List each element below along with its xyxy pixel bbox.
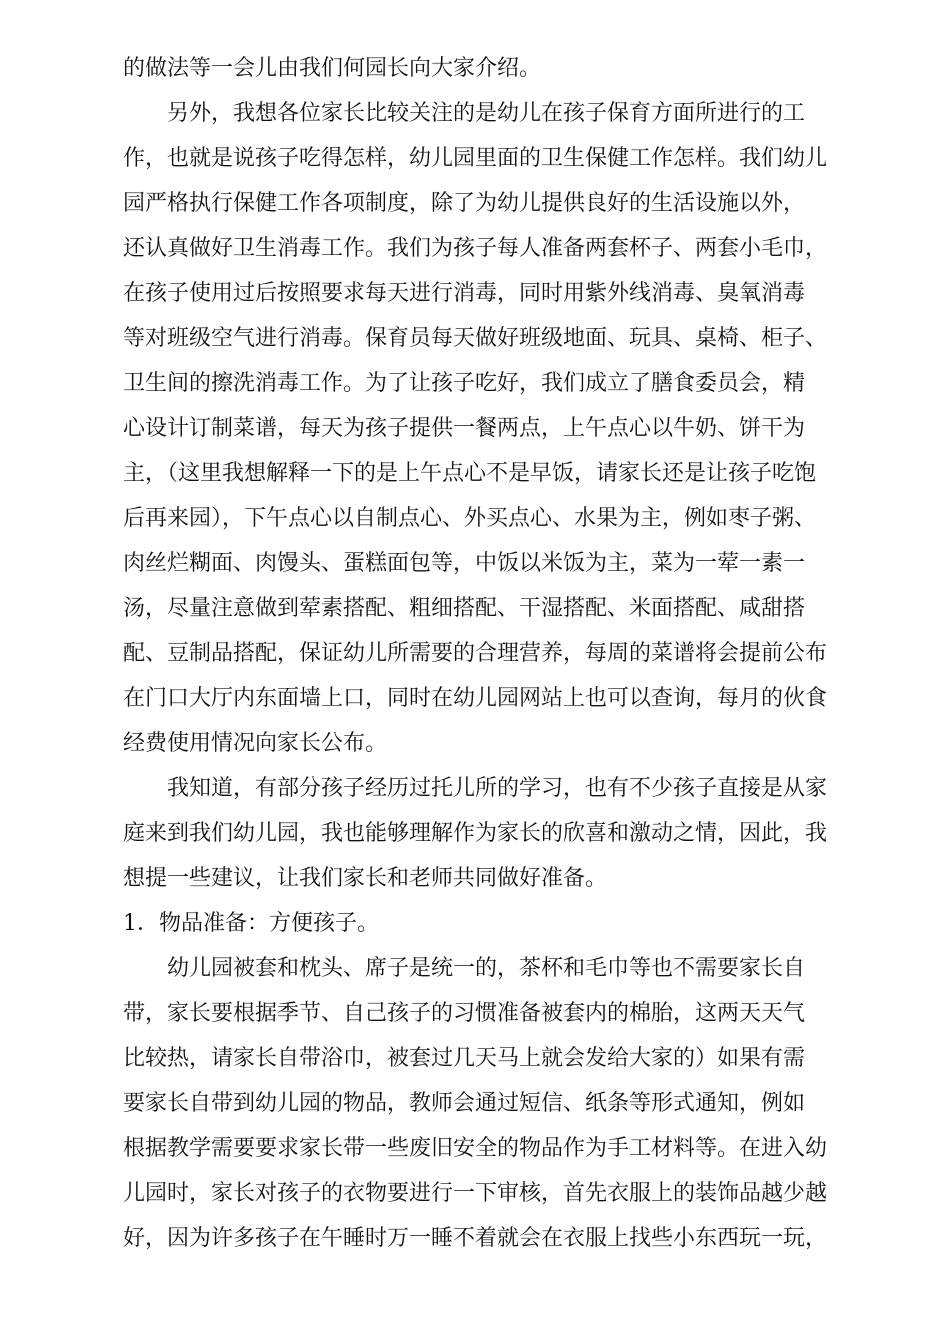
text-line: 经费使用情况向家长公布。 <box>123 731 388 756</box>
text-line: 还认真做好卫生消毒工作。我们为孩子每人准备两套杯子、两套小毛巾， <box>123 236 828 261</box>
text-line: 作，也就是说孩子吃得怎样，幼儿园里面的卫生保健工作怎样。我们幼儿 <box>123 146 828 171</box>
text-line: 庭来到我们幼儿园，我也能够理解作为家长的欣喜和激动之情，因此，我 <box>123 821 828 846</box>
text-line: 汤，尽量注意做到荤素搭配、粗细搭配、干湿搭配、米面搭配、咸甜搭 <box>123 596 806 621</box>
paragraph-first-line: 我知道，有部分孩子经历过托儿所的学习，也有不少孩子直接是从家 <box>167 776 828 801</box>
text-line: 肉丝烂糊面、肉馒头、蛋糕面包等，中饭以米饭为主，菜为一荤一素一 <box>123 551 806 576</box>
text-line: 儿园时，家长对孩子的衣物要进行一下审核，首先衣服上的装饰品越少越 <box>123 1181 828 1206</box>
text-line: 等对班级空气进行消毒。保育员每天做好班级地面、玩具、桌椅、柜子、 <box>123 326 828 351</box>
text-line: 要家长自带到幼儿园的物品，教师会通过短信、纸条等形式通知，例如 <box>123 1091 806 1116</box>
text-line: 在门口大厅内东面墙上口，同时在幼儿园网站上也可以查询，每月的伙食 <box>123 686 828 711</box>
text-line: 好，因为许多孩子在午睡时万一睡不着就会在衣服上找些小东西玩一玩， <box>123 1226 828 1251</box>
paragraph-first-line: 幼儿园被套和枕头、席子是统一的，茶杯和毛巾等也不需要家长自 <box>167 956 806 981</box>
text-line: 卫生间的擦洗消毒工作。为了让孩子吃好，我们成立了膳食委员会，精 <box>123 371 806 396</box>
paragraph-first-line: 另外，我想各位家长比较关注的是幼儿在孩子保育方面所进行的工 <box>167 101 806 126</box>
text-line: 配、豆制品搭配，保证幼儿所需要的合理营养，每周的菜谱将会提前公布 <box>123 641 828 666</box>
section-heading: 1．物品准备：方便孩子。 <box>123 911 379 936</box>
text-line: 园严格执行保健工作各项制度，除了为幼儿提供良好的生活设施以外， <box>123 191 806 216</box>
text-line: 的做法等一会儿由我们何园长向大家介绍。 <box>123 56 542 81</box>
text-line: 后再来园），下午点心以自制点心、外买点心、水果为主，例如枣子粥、 <box>123 506 817 531</box>
text-line: 比较热，请家长自带浴巾，被套过几天马上就会发给大家的）如果有需 <box>123 1046 806 1071</box>
text-line: 想提一些建议，让我们家长和老师共同做好准备。 <box>123 866 608 891</box>
text-line: 心设计订制菜谱，每天为孩子提供一餐两点，上午点心以牛奶、饼干为 <box>123 416 806 441</box>
text-line: 主，（这里我想解释一下的是上午点心不是早饭，请家长还是让孩子吃饱 <box>123 461 817 486</box>
text-line: 根据教学需要要求家长带一些废旧安全的物品作为手工材料等。在进入幼 <box>123 1136 828 1161</box>
text-line: 带，家长要根据季节、自己孩子的习惯准备被套内的棉胎，这两天天气 <box>123 1001 806 1026</box>
text-line: 在孩子使用过后按照要求每天进行消毒，同时用紫外线消毒、臭氧消毒 <box>123 281 806 306</box>
